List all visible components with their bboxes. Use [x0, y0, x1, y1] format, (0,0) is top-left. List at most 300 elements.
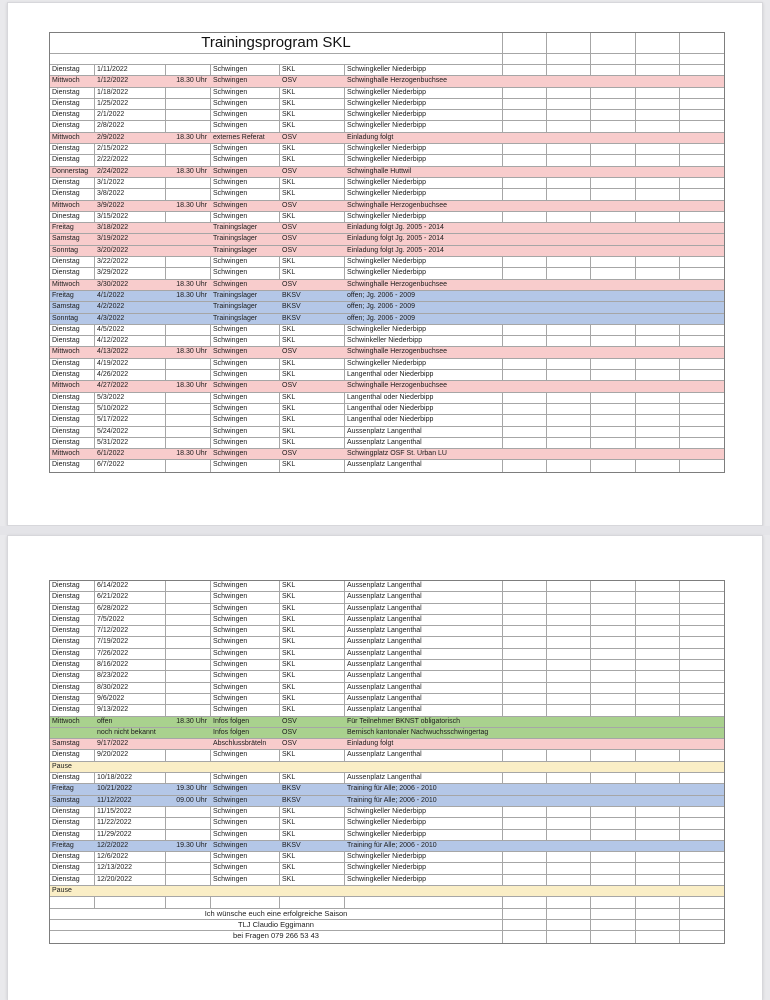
table-row [50, 189, 724, 200]
cell-org: SKL [279, 144, 344, 154]
cell-time [165, 863, 210, 873]
cell-time [165, 728, 210, 738]
cell-extra-5 [679, 920, 724, 930]
cell-extra-5 [679, 291, 724, 301]
cell-extra-1 [502, 841, 546, 851]
cell-day: Dinestag [52, 212, 80, 220]
cell-location: Langenthal oder Niederbipp [344, 393, 502, 403]
cell-date: 11/12/2022 [97, 796, 132, 804]
cell-extra-5 [679, 257, 724, 267]
cell-extra-2 [546, 302, 590, 312]
cell-activity: Schwingen [210, 694, 279, 704]
cell-location: Aussenplatz Langenthal [344, 705, 502, 715]
table-row [50, 694, 724, 705]
cell-date: 7/19/2022 [94, 637, 165, 647]
table-row [50, 807, 724, 818]
cell-extra-2 [546, 88, 590, 98]
cell-date: 6/1/2022 [97, 450, 125, 458]
cell-date: offen [97, 717, 113, 725]
cell-activity: Schwingen [210, 121, 279, 131]
cell-extra-3 [590, 167, 635, 177]
cell-extra-5 [679, 671, 724, 681]
cell-extra-1 [502, 438, 546, 448]
cell-extra-2 [546, 393, 590, 403]
cell-extra-3 [590, 660, 635, 670]
cell-extra-5 [679, 694, 724, 704]
cell-time [165, 370, 210, 380]
cell-day [50, 897, 94, 907]
cell-date: 9/20/2022 [94, 750, 165, 760]
cell-extra-2 [546, 717, 590, 727]
cell-location: Aussenplatz Langenthal [344, 637, 502, 647]
cell-extra-2 [546, 189, 590, 199]
cell-org: OSV [282, 224, 297, 232]
cell-extra-1 [502, 155, 546, 165]
cell-time [165, 705, 210, 715]
cell-org: SKL [279, 581, 344, 591]
cell-day: Mittwoch [52, 280, 80, 288]
cell-extra-2 [546, 830, 590, 840]
cell-extra-5 [679, 155, 724, 165]
cell-extra-2 [546, 615, 590, 625]
cell-time: 18.30 Uhr [176, 450, 207, 458]
cell-extra-5 [679, 347, 724, 357]
cell-date: 5/24/2022 [94, 427, 165, 437]
cell-location: Einladung folgt Jg. 2005 - 2014 [347, 224, 444, 232]
cell-extra-3 [590, 897, 635, 907]
cell-extra-4 [635, 155, 679, 165]
cell-extra-5 [679, 201, 724, 211]
cell-extra-2 [546, 863, 590, 873]
cell-extra-4 [635, 438, 679, 448]
cell-extra [50, 54, 502, 64]
cell-org: SKL [279, 875, 344, 885]
cell-extra-4 [635, 110, 679, 120]
cell-extra-5 [679, 415, 724, 425]
cell-extra-1 [502, 750, 546, 760]
cell-extra-2 [546, 897, 590, 907]
table-row [50, 155, 724, 166]
cell-extra-5 [679, 121, 724, 131]
cell-extra-2 [546, 167, 590, 177]
table-row [50, 438, 724, 449]
cell-extra-3 [590, 381, 635, 391]
cell-extra-3 [590, 280, 635, 290]
cell-extra-4 [635, 88, 679, 98]
cell-extra-5 [679, 852, 724, 862]
cell-extra-3 [590, 121, 635, 131]
cell-extra-5 [679, 739, 724, 749]
cell-extra [590, 54, 635, 64]
cell-time: 18.30 Uhr [176, 167, 207, 175]
cell-time: 18.30 Uhr [176, 280, 207, 288]
cell-day: Dienstag [52, 325, 80, 333]
cell-extra-1 [502, 886, 546, 896]
cell-location: Schwingkeller Niederbipp [344, 99, 502, 109]
cell-extra-4 [635, 762, 679, 772]
cell-activity: Schwingen [210, 863, 279, 873]
cell-extra-4 [635, 830, 679, 840]
cell-extra-1 [502, 167, 546, 177]
cell-location: Schwinghalle Herzogenbuchsee [347, 280, 448, 288]
cell-date: 12/2/2022 [97, 841, 129, 849]
table-row [50, 347, 724, 358]
cell-extra-3 [590, 920, 635, 930]
cell-org: BKSV [282, 785, 301, 793]
cell-extra-2 [546, 347, 590, 357]
cell-extra-5 [679, 830, 724, 840]
cell-extra-3 [590, 807, 635, 817]
cell-extra-1 [502, 909, 546, 919]
table-row [50, 99, 724, 110]
cell-day: Dienstag [52, 404, 80, 412]
cell-org: SKL [279, 830, 344, 840]
cell-date: 1/25/2022 [94, 99, 165, 109]
cell-extra-3 [590, 705, 635, 715]
cell-activity: Schwingen [210, 189, 279, 199]
cell-date: 12/6/2022 [94, 852, 165, 862]
cell-org: SKL [279, 212, 344, 222]
table-row [50, 852, 724, 863]
cell-extra-4 [635, 359, 679, 369]
cell-day: Donnerstag [52, 167, 89, 175]
cell-time [165, 234, 210, 244]
cell-extra-4 [635, 178, 679, 188]
cell-extra-3 [590, 841, 635, 851]
cell-extra-3 [590, 728, 635, 738]
cell-org: SKL [279, 615, 344, 625]
cell-activity: Trainingslager [213, 235, 258, 243]
cell-activity: Schwingen [210, 460, 279, 471]
cell-extra-4 [635, 694, 679, 704]
cell-org: SKL [279, 336, 344, 346]
cell-date: 11/29/2022 [94, 830, 165, 840]
cell-extra-5 [679, 762, 724, 772]
cell-extra-1 [502, 807, 546, 817]
cell-extra-1 [502, 99, 546, 109]
cell-extra-2 [546, 280, 590, 290]
cell-location: Schwingkeller Niederbipp [344, 359, 502, 369]
cell-activity: Schwingen [210, 325, 279, 335]
cell-time [165, 626, 210, 636]
cell-day: Dienstag [52, 66, 80, 73]
cell-location: Aussenplatz Langenthal [344, 581, 502, 591]
cell-date: 10/18/2022 [94, 773, 165, 783]
cell-day: Dienstag [52, 337, 80, 345]
cell-extra-4 [635, 370, 679, 380]
cell-extra-3 [590, 234, 635, 244]
cell-extra-3 [590, 875, 635, 885]
cell-day: Dienstag [52, 461, 80, 469]
cell-extra-4 [635, 637, 679, 647]
cell-org: SKL [279, 807, 344, 817]
cell-org: OSV [282, 740, 297, 748]
table-row [50, 841, 724, 852]
cell-extra-3 [590, 178, 635, 188]
cell-extra [546, 33, 590, 53]
cell-day: Dienstag [52, 258, 80, 266]
cell-extra-1 [502, 818, 546, 828]
table-row [50, 212, 724, 223]
cell-time [165, 212, 210, 222]
cell-extra-2 [546, 773, 590, 783]
cell-day: Samstag [52, 740, 80, 748]
cell-date: 3/1/2022 [94, 178, 165, 188]
cell-day: Dienstag [52, 807, 80, 815]
cell-extra-2 [546, 739, 590, 749]
cell-time [165, 268, 210, 278]
cell-date: 2/15/2022 [94, 144, 165, 154]
table-row [50, 65, 724, 76]
table-row [50, 784, 724, 795]
cell-extra-2 [546, 449, 590, 459]
cell-extra-4 [635, 626, 679, 636]
cell-location [344, 897, 502, 907]
cell-extra-1 [502, 728, 546, 738]
cell-location: Schwingkeller Niederbipp [344, 212, 502, 222]
cell-org: SKL [279, 460, 344, 471]
cell-extra-1 [502, 649, 546, 659]
cell-org: SKL [279, 604, 344, 614]
cell-extra-2 [546, 212, 590, 222]
cell-location: Aussenplatz Langenthal [344, 615, 502, 625]
cell-extra-2 [546, 728, 590, 738]
cell-day: Dienstag [52, 593, 80, 601]
cell-extra-5 [679, 460, 724, 471]
cell-date: 2/8/2022 [94, 121, 165, 131]
cell-day: Dienstag [52, 416, 80, 424]
cell-org: SKL [279, 268, 344, 278]
cell-activity: Schwingen [210, 110, 279, 120]
cell-extra-4 [635, 460, 679, 471]
cell-org: SKL [279, 99, 344, 109]
cell-extra-2 [546, 841, 590, 851]
cell-time [165, 189, 210, 199]
cell-activity: Schwingen [210, 615, 279, 625]
cell-extra-5 [679, 581, 724, 591]
table-row [50, 257, 724, 268]
cell-activity: Schwingen [210, 268, 279, 278]
cell-day: Freitag [52, 291, 74, 299]
cell-activity: Schwingen [210, 88, 279, 98]
cell-extra-3 [590, 223, 635, 233]
cell-date: 3/18/2022 [97, 224, 129, 232]
cell-date: 4/19/2022 [94, 359, 165, 369]
cell-day: Mittwoch [52, 348, 80, 356]
cell-date: 3/19/2022 [97, 235, 129, 243]
cell-org: SKL [279, 415, 344, 425]
cell-extra-2 [546, 683, 590, 693]
cell-day: Freitag [52, 785, 74, 793]
cell-location: Schwinghalle Herzogenbuchsee [347, 77, 448, 85]
cell-activity: Trainingslager [213, 314, 258, 322]
footer-text: TLJ Claudio Eggimann [238, 919, 314, 929]
cell-time [165, 121, 210, 131]
cell-activity: Schwingen [210, 671, 279, 681]
cell-extra-5 [679, 750, 724, 760]
cell-day: Dienstag [52, 99, 80, 107]
table-row [50, 336, 724, 347]
cell-extra-4 [635, 302, 679, 312]
table-row [50, 717, 724, 728]
cell-time [165, 604, 210, 614]
cell-extra-4 [635, 144, 679, 154]
cell-day: Dienstag [52, 853, 80, 861]
cell-date [94, 762, 165, 772]
cell-activity: Trainingslager [213, 291, 258, 299]
cell-extra-3 [590, 852, 635, 862]
table-row [50, 773, 724, 784]
cell-extra-3 [590, 909, 635, 919]
cell-day: Sonntag [52, 246, 79, 254]
cell-extra-1 [502, 246, 546, 256]
cell-extra-2 [546, 178, 590, 188]
cell-extra-3 [590, 604, 635, 614]
cell-day: Dienstag [52, 661, 80, 669]
cell-extra-5 [679, 314, 724, 324]
cell-activity: Schwingen [213, 785, 248, 793]
cell-day: Dienstag [52, 269, 80, 277]
cell-activity: Schwingen [210, 336, 279, 346]
cell-extra-4 [635, 246, 679, 256]
cell-extra-3 [590, 268, 635, 278]
cell-org: SKL [279, 637, 344, 647]
cell-extra-4 [635, 189, 679, 199]
cell-date: 8/30/2022 [94, 683, 165, 693]
cell-location: Aussenplatz Langenthal [344, 773, 502, 783]
cell-activity: Schwingen [210, 750, 279, 760]
cell-activity: Schwingen [210, 807, 279, 817]
cell-date: 3/30/2022 [97, 280, 129, 288]
cell-time [165, 807, 210, 817]
cell-extra-1 [502, 212, 546, 222]
cell-extra-4 [635, 280, 679, 290]
cell-date: 3/8/2022 [94, 189, 165, 199]
table-row [50, 246, 724, 257]
cell-location: Einladung folgt [347, 740, 394, 748]
cell-extra-3 [590, 65, 635, 75]
table-row [50, 581, 724, 592]
cell-extra-1 [502, 717, 546, 727]
cell-extra-1 [502, 581, 546, 591]
cell-extra-2 [546, 359, 590, 369]
cell-location: Schwinghalle Huttwil [347, 167, 412, 175]
cell-org: SKL [279, 705, 344, 715]
cell-activity: Trainingslager [213, 224, 258, 232]
cell-extra-3 [590, 863, 635, 873]
cell-extra-3 [590, 637, 635, 647]
cell-extra-4 [635, 99, 679, 109]
cell-extra-4 [635, 415, 679, 425]
cell-extra-4 [635, 728, 679, 738]
cell-extra-4 [635, 592, 679, 602]
cell-day: Pause [52, 762, 72, 770]
cell-day: Samstag [52, 235, 80, 243]
cell-day: Samstag [52, 796, 80, 804]
cell-extra-2 [546, 65, 590, 75]
cell-extra-1 [502, 336, 546, 346]
spacer-row [50, 54, 724, 65]
cell-extra-1 [502, 830, 546, 840]
cell-extra-2 [546, 931, 590, 942]
cell-activity: Schwingen [213, 201, 248, 209]
title-row [50, 33, 724, 54]
cell-org: SKL [279, 694, 344, 704]
cell-activity: Trainingslager [213, 303, 258, 311]
cell-org: SKL [279, 325, 344, 335]
cell-extra-4 [635, 875, 679, 885]
cell-extra-4 [635, 796, 679, 806]
cell-extra-3 [590, 671, 635, 681]
cell-time [165, 155, 210, 165]
cell-location [344, 762, 502, 772]
cell-org: BKSV [282, 291, 301, 299]
cell-location: Schwingkeller Niederbipp [344, 807, 502, 817]
cell-org: SKL [279, 110, 344, 120]
cell-day: Dienstag [52, 627, 80, 635]
cell-org: BKSV [282, 841, 301, 849]
cell-date: 3/22/2022 [94, 257, 165, 267]
cell-extra-3 [590, 347, 635, 357]
cell-time: 19.30 Uhr [176, 841, 207, 849]
cell-location: Schwingkeller Niederbipp [344, 830, 502, 840]
cell-extra-3 [590, 739, 635, 749]
cell-extra-5 [679, 246, 724, 256]
cell-day: Mittwoch [52, 201, 80, 209]
cell-extra-5 [679, 280, 724, 290]
cell-time [165, 762, 210, 772]
cell-date: 6/14/2022 [94, 581, 165, 591]
cell-activity: Schwingen [213, 167, 248, 175]
page-1-rows [50, 65, 724, 472]
cell-extra-1 [502, 223, 546, 233]
footer-text: Ich wünsche euch eine erfolgreiche Saison [204, 908, 348, 918]
cell-extra-1 [502, 637, 546, 647]
cell-org: BKSV [282, 303, 301, 311]
table-row [50, 370, 724, 381]
cell-extra-2 [546, 223, 590, 233]
cell-day: Dienstag [52, 371, 80, 379]
cell-activity: externes Referat [213, 133, 265, 141]
table-row [50, 705, 724, 716]
cell-location: offen; Jg. 2006 - 2009 [347, 314, 415, 322]
cell-activity: Schwingen [210, 404, 279, 414]
cell-day: Dienstag [52, 438, 80, 446]
footer-row [50, 931, 724, 942]
cell-day: Dienstag [52, 751, 80, 759]
table-row [50, 818, 724, 829]
cell-org: BKSV [282, 796, 301, 804]
cell-extra-2 [546, 626, 590, 636]
cell-time [165, 773, 210, 783]
cell-extra-2 [546, 581, 590, 591]
cell-extra-4 [635, 65, 679, 75]
cell-extra-3 [590, 325, 635, 335]
cell-date: 3/9/2022 [97, 201, 125, 209]
cell-extra-5 [679, 909, 724, 919]
table-row [50, 201, 724, 212]
cell-location: Langenthal oder Niederbipp [344, 370, 502, 380]
cell-location: Schwingkeller Niederbipp [344, 875, 502, 885]
cell-extra-4 [635, 886, 679, 896]
table-row [50, 592, 724, 603]
cell-extra-4 [635, 381, 679, 391]
table-row [50, 728, 724, 739]
cell-date: 4/26/2022 [94, 370, 165, 380]
cell-extra-1 [502, 773, 546, 783]
cell-extra-1 [502, 404, 546, 414]
cell-time [165, 886, 210, 896]
